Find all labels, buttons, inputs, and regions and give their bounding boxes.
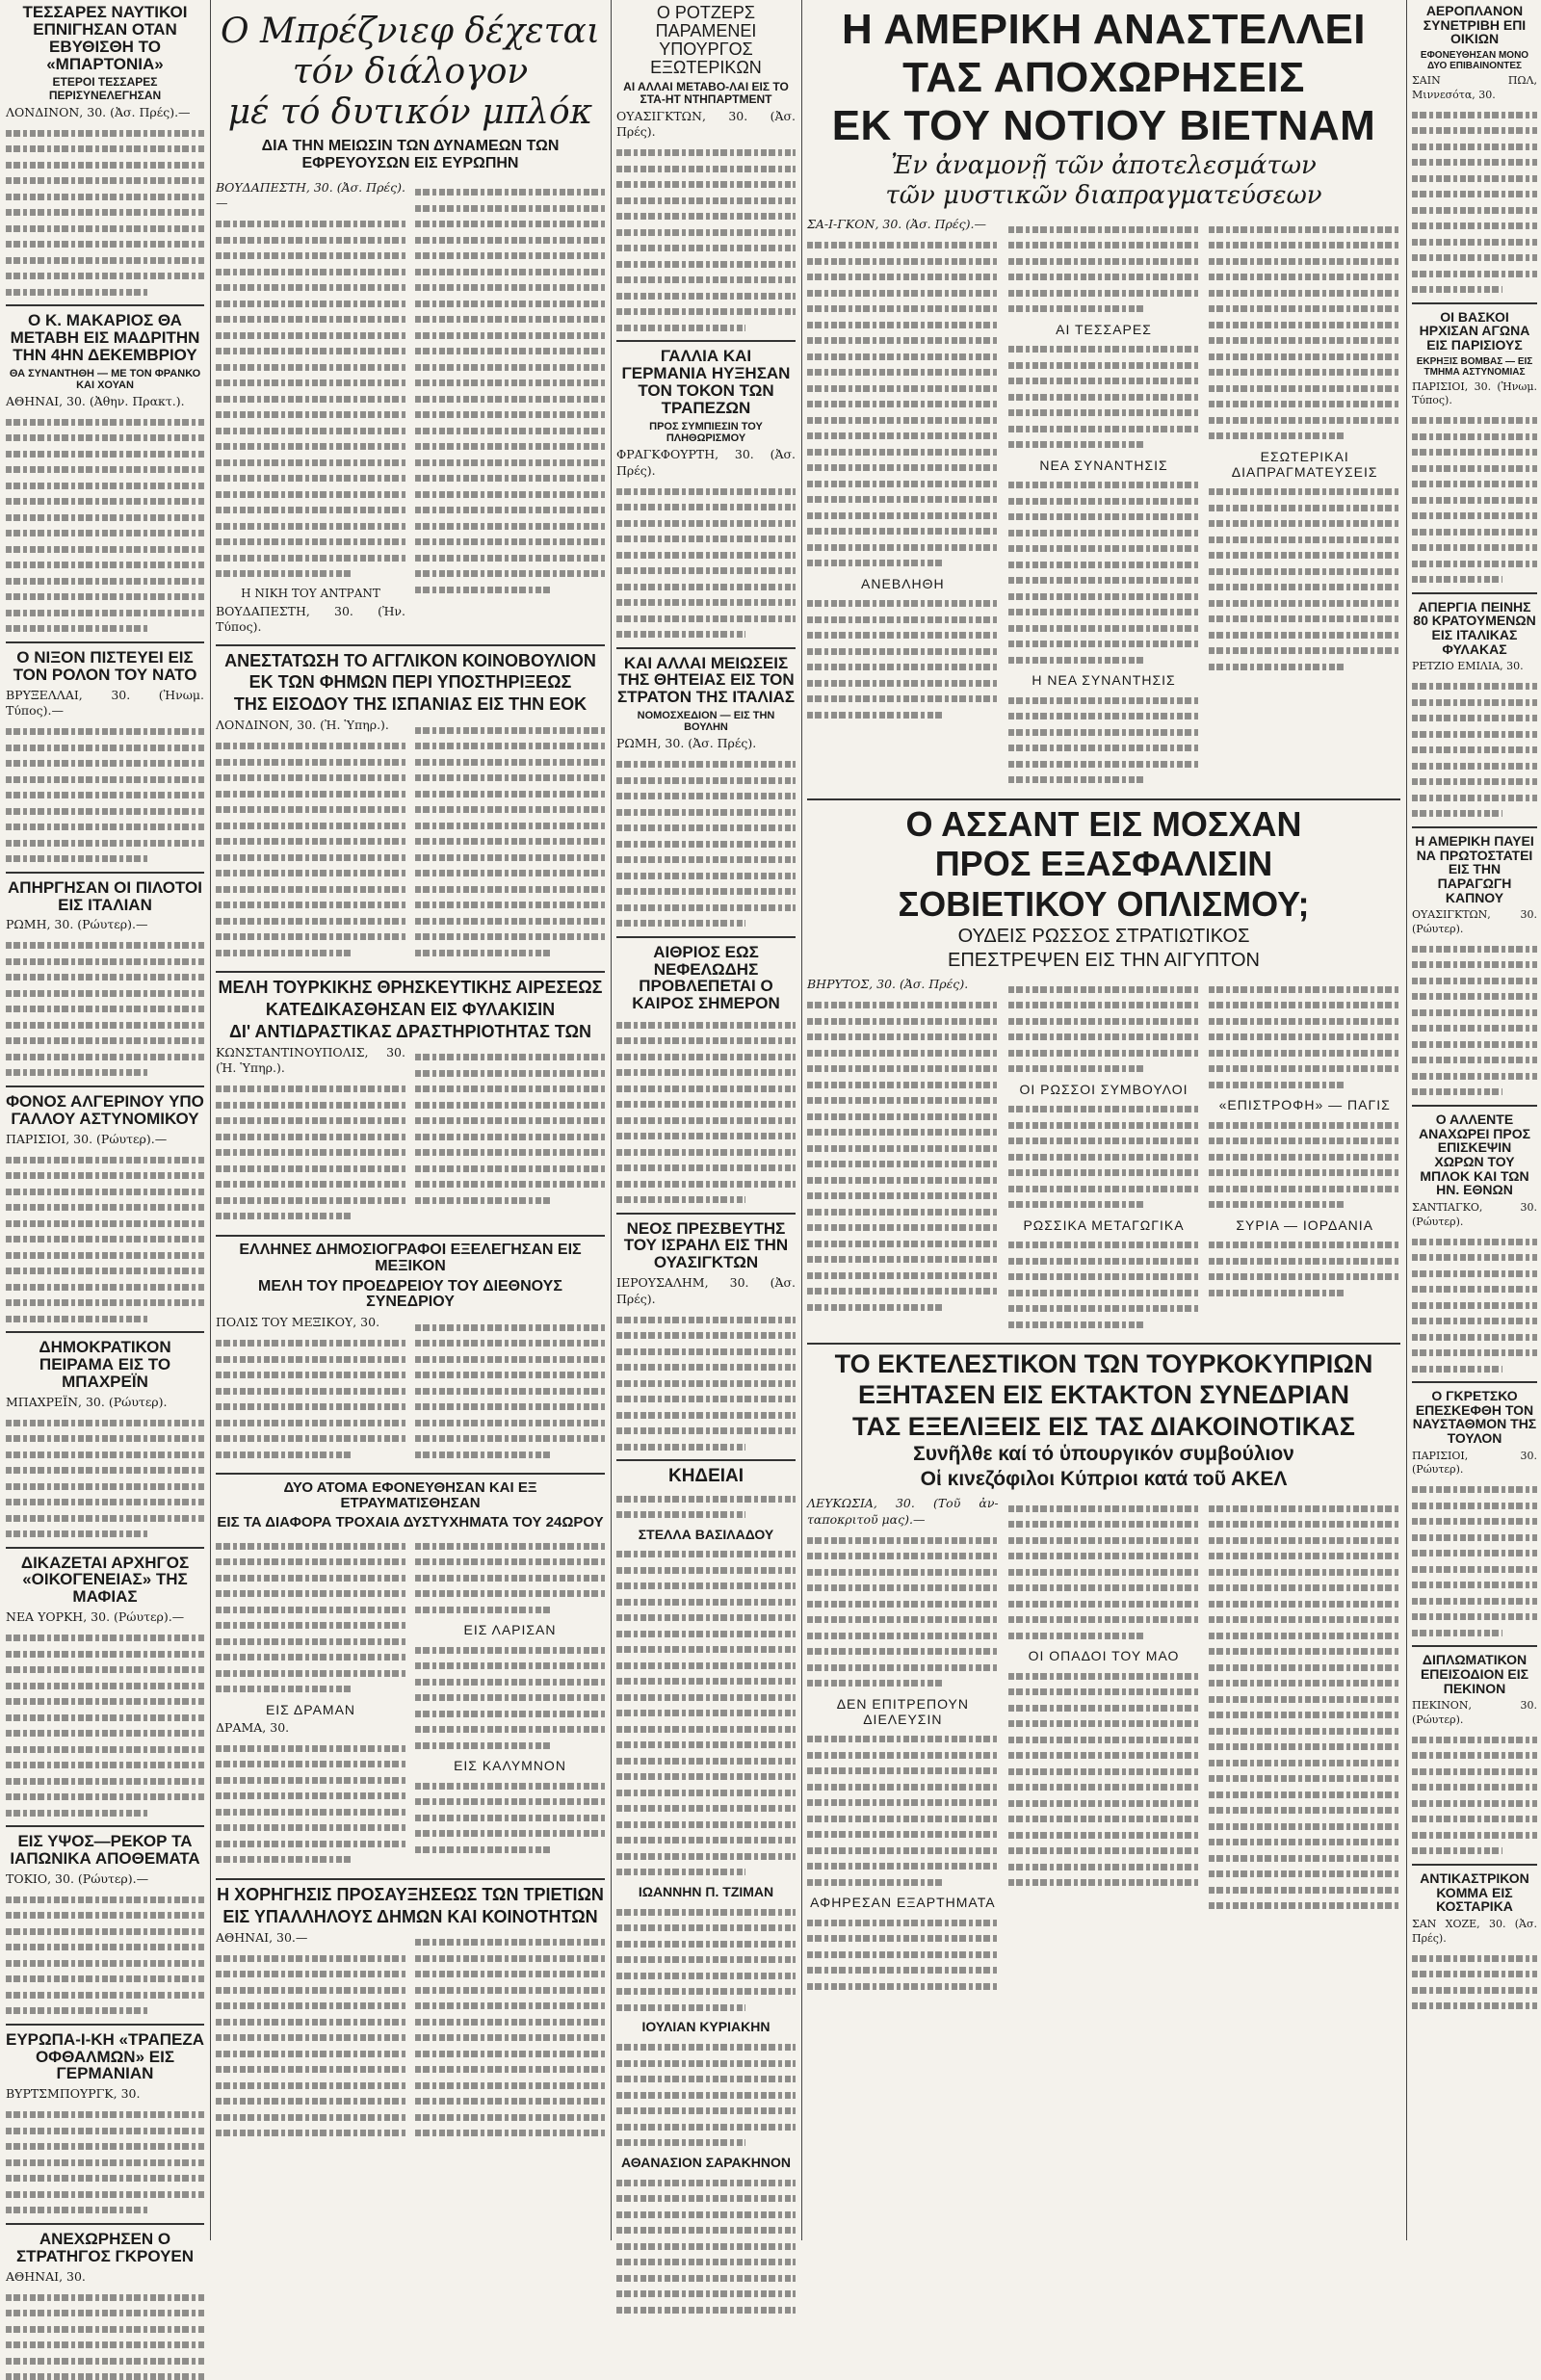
article-column [1209,1496,1400,1999]
article-column [415,1045,605,1229]
body-text [616,1317,796,1451]
article-columns [216,718,605,965]
headline-line-2: ΚΑΤΕΔΙΚΑΣΘΗΣΑΝ ΕΙΣ ΦΥΛΑΚΙΣΙΝ [216,1001,605,1019]
article-gruen [6,2231,204,2380]
divider [216,644,605,646]
divider [1412,1381,1537,1383]
article-column [1209,977,1400,1337]
article-column [415,1315,605,1467]
headline: ΑΠΕΡΓΙΑ ΠΕΙΝΗΣ 80 ΚΡΑΤΟΥΜΕΝΩΝ ΕΙΣ ΙΤΑΛΙΚΑΣ ΦΥΛΑΚΑΣ [1412,600,1537,657]
subheadline: ΔΙΑ ΤΗΝ ΜΕΙΩΣΙΝ ΤΩΝ ΔΥΝΑΜΕΩΝ ΤΩΝ ΕΦΡΕΥΟΥΣΩΝ ΕΙΣ ΕΥΡΩΠΗΝ [225,138,595,171]
article-columns [807,1496,1400,1999]
column-5 [1412,0,1537,2240]
headline: Ο Κ. ΜΑΚΑΡΙΟΣ ΘΑ ΜΕΤΑΒΗ ΕΙΣ ΜΑΔΡΙΤΗΝ ΤΗΝ 4ΗΝ ΔΕΚΕΜΒΡΙΟΥ [6,312,204,364]
section-heading: Η ΝΕΑ ΣΥΝΑΝΤΗΣΙΣ [1008,672,1200,688]
deceased-name: ΙΟΥΛΙΑΝ ΚΥΡΙΑΚΗΝ [616,2020,796,2034]
headline: Ο ΝΙΞΟΝ ΠΙΣΤΕΥΕΙ ΕΙΣ ΤΟΝ ΡΟΛΟΝ ΤΟΥ ΝΑΤΟ [6,649,204,684]
article-columns [216,1533,605,1872]
body-text [807,1920,999,1990]
article-makarios [6,312,204,632]
body-text [6,728,204,862]
subheadline-line-1: Συνῆλθε καί τό ὑπουργικόν συμβούλιον [807,1444,1400,1465]
headline: ΚΑΙ ΑΛΛΑΙ ΜΕΙΩΣΕΙΣ ΤΗΣ ΘΗΤΕΙΑΣ ΕΙΣ ΤΟΝ ΣΤΡΑΤΟΝ ΤΗΣ ΙΤΑΛΙΑΣ [616,655,796,707]
body-text [1008,1673,1200,1887]
signature: Η ΝΙΚΗ ΤΟΥ ΑΝΤΡΑΝΤ [216,587,405,600]
headline-line-3: ΤΗΣ ΕΙΣΟΔΟΥ ΤΗΣ ΙΣΠΑΝΙΑΣ ΕΙΣ ΤΗΝ ΕΟΚ [216,695,605,714]
body-text [6,130,204,296]
body-text [1008,346,1200,448]
headline-line-2: ΕΙΣ ΥΠΑΛΛΗΛΟΥΣ ΔΗΜΩΝ ΚΑΙ ΚΟΙΝΟΤΗΤΩΝ [216,1908,605,1926]
body-text [616,1909,796,2011]
article-column [415,1930,605,2146]
headline: Ο ΡΟΤΖΕΡΣ ΠΑΡΑΜΕΝΕΙ ΥΠΟΥΡΓΟΣ ΕΞΩΤΕΡΙΚΩΝ [616,4,796,77]
section-heading: ΟΙ ΡΩΣΣΟΙ ΣΥΜΒΟΥΛΟΙ [1008,1082,1200,1097]
dateline: ΒΟΥΔΑΠΕΣΤΗ, 30. (Ἀσ. Πρές).— [216,180,405,212]
dateline: ΚΩΝΣΤΑΝΤΙΝΟΥΠΟΛΙΣ, 30. (Ἠ. Ὑπηρ.). [216,1045,405,1077]
body-text [1008,482,1200,664]
article-column [216,1930,405,2146]
column-rule [611,0,612,2240]
article-traffic-accidents [216,1480,605,1872]
article-columns [807,977,1400,1337]
divider [807,1343,1400,1345]
article-italy-service [616,655,796,928]
section-heading: ΟΙ ΟΠΑΔΟΙ ΤΟΥ ΜΑΟ [1008,1648,1200,1663]
body-text [6,1635,204,1817]
divider [6,1085,204,1087]
headline: ΓΑΛΛΙΑ ΚΑΙ ΓΕΡΜΑΝΙΑ ΗΥΞΗΣΑΝ ΤΟΝ ΤΟΚΟΝ ΤΩΝ ΤΡΑΠΕΖΩΝ [616,348,796,416]
headline-line-2: ΠΡΟΣ ΕΞΑΣΦΑΛΙΣΙΝ [807,846,1400,882]
headline: ΑΕΡΟΠΛΑΝΟΝ ΣΥΝΕΤΡΙΒΗ ΕΠΙ ΟΙΚΙΩΝ [1412,4,1537,46]
subheadline-line-1: ΟΥΔΕΙΣ ΡΩΣΣΟΣ ΣΤΡΑΤΙΩΤΙΚΟΣ [807,927,1400,947]
body-text [415,1054,605,1204]
dateline: ΔΡΑΜΑ, 30. [216,1720,405,1737]
body-text [1008,1242,1200,1328]
article-eye-bank [6,2031,204,2214]
article-turkish-sect [216,979,605,1229]
column-rule [801,0,802,2240]
article-columns [216,1930,605,2146]
article-column [807,1496,999,1999]
subheadline: ΠΡΟΣ ΣΥΜΠΙΕΣΙΝ ΤΟΥ ΠΛΗΘΩΡΙΣΜΟΥ [616,421,796,444]
headline: ΔΙΚΑΖΕΤΑΙ ΑΡΧΗΓΟΣ «ΟΙΚΟΓΕΝΕΙΑΣ» ΤΗΣ ΜΑΦΙΑΣ [6,1555,204,1607]
headline: ΑΙΘΡΙΟΣ ΕΩΣ ΝΕΦΕΛΩΔΗΣ ΠΡΟΒΛΕΠΕΤΑΙ Ο ΚΑΙΡΟΣ ΣΗΜΕΡΟΝ [616,944,796,1012]
divider [6,2024,204,2026]
divider [1412,1645,1537,1647]
dateline: ΣΑΝ ΧΟΖΕ, 30. (Ἀσ. Πρές). [1412,1918,1537,1946]
article-costa-rica [1412,1871,1537,2009]
column-rule [210,0,211,2240]
article-column [807,217,999,793]
column-4 [807,0,1400,2240]
body-text [415,727,605,956]
article-column [216,1045,405,1229]
article-column [1008,977,1200,1337]
funerals-section [616,1467,796,2314]
headline: ΤΕΣΣΑΡΕΣ ΝΑΥΤΙΚΟΙ ΕΠΝΙΓΗΣΑΝ ΟΤΑΝ ΕΒΥΘΙΣΘΗ ΤΟ «ΜΠΑΡΤΟΝΙΑ» [6,4,204,72]
subheadline: ΕΚΡΗΞΙΣ ΒΟΜΒΑΣ — ΕΙΣ ΤΜΗΜΑ ΑΣΤΥΝΟΜΙΑΣ [1412,356,1537,378]
body-text [415,1939,605,2136]
article-vietnam [807,8,1400,793]
body-text [1412,683,1537,817]
article-columns [807,217,1400,793]
article-mafia [6,1555,204,1817]
dateline: ΣΑ-Ι-ΓΚΟΝ, 30. (Ἀσ. Πρές).— [807,217,999,233]
dateline: ΠΕΚΙΝΟΝ, 30. (Ρώυτερ). [1412,1699,1537,1727]
divider [6,641,204,643]
article-rogers [616,4,796,331]
dateline: ΦΡΑΓΚΦΟΥΡΤΗ, 30. (Ἀσ. Πρές). [616,447,796,479]
article-column [1008,217,1200,793]
subheadline-line-2: ΕΠΕΣΤΡΕΨΕΝ ΕΙΣ ΤΗΝ ΑΙΓΥΠΤΟΝ [807,951,1400,971]
article-columns [216,1315,605,1467]
body-text [1008,986,1200,1073]
headline-line-1: ΜΕΛΗ ΤΟΥΡΚΙΚΗΣ ΘΡΗΣΚΕΥΤΙΚΗΣ ΑΙΡΕΣΕΩΣ [216,979,605,997]
headline-line-2: ΕΞΗΤΑΣΕΝ ΕΙΣ ΕΚΤΑΚΤΟΝ ΣΥΝΕΔΡΙΑΝ [807,1381,1400,1408]
section-heading: ΡΩΣΣΙΚΑ ΜΕΤΑΓΩΓΙΚΑ [1008,1217,1200,1233]
subheadline-line-2: Οἱ κινεζόφιλοι Κύπριοι κατά τοῦ ΑΚΕΛ [807,1469,1400,1490]
dateline: ΑΘΗΝΑΙ, 30. [6,2269,204,2286]
divider [216,1473,605,1475]
dateline: ΟΥΑΣΙΓΚΤΩΝ, 30. (Ρώυτερ). [1412,908,1537,936]
headline-line-3: ΤΑΣ ΕΞΕΛΙΞΕΙΣ ΕΙΣ ΤΑΣ ΔΙΑΚΟΙΝΟΤΙΚΑΣ [807,1413,1400,1440]
body-text [6,1896,204,2015]
column-2 [216,0,605,2240]
headline-line-3: ΔΙ' ΑΝΤΙΔΡΑΣΤΙΚΑΣ ΔΡΑΣΤΗΡΙΟΤΗΤΑΣ ΤΩΝ [216,1023,605,1041]
article-interest-rates [616,348,796,638]
headline: ΕΥΡΩΠΑ-Ι-ΚΗ «ΤΡΑΠΕΖΑ ΟΦΘΑΛΜΩΝ» ΕΙΣ ΓΕΡΜΑΝΙΑΝ [6,2031,204,2083]
dateline: ΠΑΡΙΣΙΟΙ, 30. (Ἠνωμ. Τύπος). [1412,380,1537,408]
headline: Ο ΓΚΡΕΤΣΚΟ ΕΠΕΣΚΕΦΘΗ ΤΟΝ ΝΑΥΣΤΑΘΜΟΝ ΤΗΣ ΤΟΥΛΟΝ [1412,1389,1537,1446]
article-weather [616,944,796,1203]
body-text [616,488,796,639]
body-text [1209,986,1400,1088]
divider [1412,1105,1537,1107]
divider [1412,302,1537,304]
body-text [216,1340,405,1458]
dateline: ΜΠΑΧΡΕΪΝ, 30. (Ρώυτερ). [6,1395,204,1411]
section-heading: ΣΥΡΙΑ — ΙΟΡΔΑΝΙΑ [1209,1217,1400,1233]
body-text [6,2294,204,2380]
headline: ΝΕΟΣ ΠΡΕΣΒΕΥΤΗΣ ΤΟΥ ΙΣΡΑΗΛ ΕΙΣ ΤΗΝ ΟΥΑΣΙΓΚΤΩΝ [616,1220,796,1272]
divider [616,1213,796,1215]
article-column [415,718,605,965]
section-heading: ΔΕΝ ΕΠΙΤΡΕΠΟΥΝ ΔΙΕΛΕΥΣΙΝ [807,1696,999,1727]
body-text [1209,1505,1400,1910]
dateline: ΒΟΥΔΑΠΕΣΤΗ, 30. (Ἠν. Τύπος). [216,604,405,636]
headline-line-1: Η ΧΟΡΗΓΗΣΙΣ ΠΡΟΣΑΥΞΗΣΕΩΣ ΤΩΝ ΤΡΙΕΤΙΩΝ [216,1886,605,1904]
headline-line-1: ΔΥΟ ΑΤΟΜΑ ΕΦΟΝΕΥΘΗΣΑΝ ΚΑΙ ΕΞ ΕΤΡΑΥΜΑΤΙΣΘΗΣΑΝ [216,1480,605,1511]
body-text [415,1783,605,1853]
body-text [1008,226,1200,313]
body-text [6,419,204,633]
body-text [216,743,405,956]
headline-line-1: ΕΛΛΗΝΕΣ ΔΗΜΟΣΙΟΓΡΑΦΟΙ ΕΞΕΛΕΓΗΣΑΝ ΕΙΣ ΜΕΞΙΚΟΝ [216,1242,605,1275]
headline-line-2: ΤΑΣ ΑΠΟΧΩΡΗΣΕΙΣ [807,56,1400,100]
dateline: ΑΘΗΝΑΙ, 30. (Ἀθην. Πρακτ.). [6,394,204,410]
column-3 [616,0,796,2240]
article-tobacco [1412,834,1537,1095]
body-text [6,1157,204,1322]
article-column [1008,1496,1200,1999]
dateline: ΙΕΡΟΥΣΑΛΗΜ, 30. (Ἀσ. Πρές). [616,1275,796,1307]
deceased-name: ΣΤΕΛΛΑ ΒΑΣΙΛΑΔΟΥ [616,1528,796,1542]
dateline: ΡΕΤΖΙΟ ΕΜΙΛΙΑ, 30. [1412,660,1537,674]
body-text [807,242,999,566]
divider [1412,1864,1537,1866]
headline: ΑΠΗΡΓΗΣΑΝ ΟΙ ΠΙΛΟΤΟΙ ΕΙΣ ΙΤΑΛΙΑΝ [6,879,204,914]
body-text [1412,946,1537,1096]
subheadline: ΕΦΟΝΕΥΘΗΣΑΝ ΜΟΝΟ ΔΥΟ ΕΠΙΒΑΙΝΟΝΤΕΣ [1412,50,1537,71]
divider [6,304,204,306]
body-text [6,942,204,1076]
body-text [1412,1737,1537,1855]
article-column [216,1315,405,1467]
headline-line-2: ΕΚ ΤΩΝ ΦΗΜΩΝ ΠΕΡΙ ΥΠΟΣΤΗΡΙΞΕΩΣ [216,673,605,692]
headline: ΦΟΝΟΣ ΑΛΓΕΡΙΝΟΥ ΥΠΟ ΓΑΛΛΟΥ ΑΣΤΥΝΟΜΙΚΟΥ [6,1093,204,1128]
body-text [616,1551,796,1875]
body-text [807,600,999,719]
headline-line-3: ΕΚ ΤΟΥ ΝΟΤΙΟΥ ΒΙΕΤΝΑΜ [807,104,1400,148]
body-text [807,1736,999,1886]
deceased-name: ΑΘΑΝΑΣΙΟΝ ΣΑΡΑΚΗΝΟΝ [616,2156,796,2170]
article-brezhnev [216,13,605,639]
section-heading: ΕΣΩΤΕΡΙΚΑΙ ΔΙΑΠΡΑΓΜΑΤΕΥΣΕΙΣ [1209,449,1400,480]
headline-line-1: ΤΟ ΕΚΤΕΛΕΣΤΙΚΟΝ ΤΩΝ ΤΟΥΡΚΟΚΥΠΡΙΩΝ [807,1350,1400,1377]
dateline: ΛΕΥΚΩΣΙΑ, 30. (Τοῦ ἀν-ταποκριτοῦ μας).— [807,1496,999,1528]
body-text [807,1537,999,1687]
dateline: ΠΑΡΙΣΙΟΙ, 30. (Ρώυτερ). [1412,1450,1537,1478]
dateline: ΒΥΡΤΣΜΠΟΥΡΓΚ, 30. [6,2086,204,2103]
divider [616,936,796,938]
subheadline: ΑΙ ΑΛΛΑΙ ΜΕΤΑΒΟ-ΛΑΙ ΕΙΣ ΤΟ ΣΤΑ-ΗΤ ΝΤΗΠΑΡΤΜΕΝΤ [616,81,796,106]
article-uk-parliament [216,652,605,966]
headline: ΟΙ ΒΑΣΚΟΙ ΗΡΧΙΣΑΝ ΑΓΩΝΑ ΕΙΣ ΠΑΡΙΣΙΟΥΣ [1412,310,1537,353]
section-title: ΚΗΔΕΙΑΙ [616,1467,796,1486]
headline: Ο ΑΛΛΕΝΤΕ ΑΝΑΧΩΡΕΙ ΠΡΟΣ ΕΠΙΣΚΕΨΙΝ ΧΩΡΩΝ ΤΟΥ ΜΠΛΟΚ ΚΑΙ ΤΩΝ ΗΝ. ΕΘΝΩΝ [1412,1112,1537,1197]
divider [1412,592,1537,594]
section-heading: ΝΕΑ ΣΥΝΑΝΤΗΣΙΣ [1008,458,1200,473]
article-column [216,1533,405,1872]
body-text [216,1745,405,1864]
headline-line-2: ΕΙΣ ΤΑ ΔΙΑΦΟΡΑ ΤΡΟΧΑΙΑ ΔΥΣΤΥΧΗΜΑΤΑ ΤΟΥ 24ΩΡΟΥ [216,1515,605,1530]
article-column [1209,217,1400,793]
headline-line-2: ΜΕΛΗ ΤΟΥ ΠΡΟΕΔΡΕΙΟΥ ΤΟΥ ΔΙΕΘΝΟΥΣ ΣΥΝΕΔΡΙΟΥ [216,1279,605,1312]
dateline: ΡΩΜΗ, 30. (Ἀσ. Πρές). [616,736,796,752]
body-text [616,1022,796,1204]
subheadline-line-1: Ἐν ἀναμονῇ τῶν ἀποτελεσμάτων [807,153,1400,179]
column-1 [6,0,204,2240]
body-text [1008,1106,1200,1208]
divider [6,1331,204,1333]
headline-line-3: ΣΟΒΙΕΤΙΚΟΥ ΟΠΛΙΣΜΟΥ; [807,886,1400,923]
article-japan-reserves [6,1833,204,2014]
headline-line-2: τόν διάλογον [216,54,605,91]
article-column [807,977,999,1337]
divider [6,872,204,874]
body-text [216,1955,405,2137]
body-text [1209,1242,1400,1296]
dateline: ΣΑΙΝ ΠΩΛ, Μιννεσότα, 30. [1412,74,1537,102]
article-nixon-nato [6,649,204,862]
headline-line-1: ΑΝΕΣΤΑΤΩΣΗ ΤΟ ΑΓΓΛΙΚΟΝ ΚΟΙΝΟΒΟΥΛΙΟΝ [216,652,605,670]
headline: ΔΙΠΛΩΜΑΤΙΚΟΝ ΕΠΕΙΣΟΔΙΟΝ ΕΙΣ ΠΕΚΙΝΟΝ [1412,1653,1537,1695]
article-columns [216,180,605,639]
body-text [807,1002,999,1311]
article-journalists-mexico [216,1242,605,1467]
divider [616,1459,796,1461]
deceased-name: ΙΩΑΝΝΗΝ Π. ΤΖΙΜΑΝ [616,1885,796,1899]
divider [1412,826,1537,828]
body-text [415,1543,605,1613]
article-pilots [6,879,204,1077]
headline: ΑΝΤΙΚΑΣΤΡΙΚΟΝ ΚΟΜΜΑ ΕΙΣ ΚΟΣΤΑΡΙΚΑ [1412,1871,1537,1914]
dateline: ΒΡΥΞΕΛΛΑΙ, 30. (Ἠνωμ. Τύπος).— [6,688,204,719]
dateline: ΛΟΝΔΙΝΟΝ, 30. (Ἠ. Ὑπηρ.). [216,718,405,734]
body-text [216,221,405,577]
article-bahrain [6,1339,204,1537]
section-heading: ΑΙ ΤΕΣΣΑΡΕΣ [1008,322,1200,337]
article-assad [807,806,1400,1337]
article-plane-crash [1412,4,1537,293]
section-heading: ΕΙΣ ΛΑΡΙΣΑΝ [415,1622,605,1637]
article-nautikoi [6,4,204,296]
subheadline-line-2: τῶν μυστικῶν διαπραγματεύσεων [807,183,1400,209]
divider [616,647,796,649]
divider [807,798,1400,800]
headline-line-3: μέ τό δυτικόν μπλόκ [216,94,605,131]
headline-line-1: Ο Μπρέζνιεφ δέχεται [216,13,605,50]
dateline: ΛΟΝΔΙΝΟΝ, 30. (Ἀσ. Πρές).— [6,105,204,121]
body-text [6,1420,204,1538]
section-heading: ΑΦΗΡΕΣΑΝ ΕΞΑΡΤΗΜΑΤΑ [807,1895,999,1910]
dateline: ΑΘΗΝΑΙ, 30.— [216,1930,405,1947]
divider [216,1878,605,1880]
article-column [216,180,405,639]
body-text [1008,697,1200,784]
article-algerian [6,1093,204,1322]
body-text [1209,1122,1400,1209]
section-heading: «ΕΠΙΣΤΡΟΦΗ» — ΠΑΓΙΣ [1209,1097,1400,1112]
body-text [1209,226,1400,440]
headline: Η ΑΜΕΡΙΚΗ ΠΑΥΕΙ ΝΑ ΠΡΩΤΟΣΤΑΤΕΙ ΕΙΣ ΤΗΝ ΠΑΡΑΓΩΓΗ ΚΑΠΝΟΥ [1412,834,1537,904]
headline-line-1: Ο ΑΣΣΑΝΤ ΕΙΣ ΜΟΣΧΑΝ [807,806,1400,843]
article-turkish-cypriots [807,1350,1400,1999]
headline-line-1: Η ΑΜΕΡΙΚΗ ΑΝΑΣΤΕΛΛΕΙ [807,8,1400,52]
article-grechko [1412,1389,1537,1636]
body-text [1412,1955,1537,2010]
headline: ΕΙΣ ΥΨΟΣ—ΡΕΚΟΡ ΤΑ ΙΑΠΩΝΙΚΑ ΑΠΟΘΕΜΑΤΑ [6,1833,204,1868]
divider [216,971,605,973]
article-hunger-strike [1412,600,1537,818]
body-text [415,189,605,593]
body-text [616,2044,796,2146]
subheadline: ΝΟΜΟΣΧΕΔΙΟΝ — ΕΙΣ ΤΗΝ ΒΟΥΛΗΝ [616,710,796,733]
body-text [1412,112,1537,294]
body-text [1412,1486,1537,1636]
body-text [616,1496,796,1519]
body-text [616,761,796,927]
divider [6,1825,204,1827]
body-text [1412,1239,1537,1373]
article-peking-incident [1412,1653,1537,1854]
divider [6,2223,204,2225]
dateline: ΤΟΚΙΟ, 30. (Ρώυτερ).— [6,1871,204,1888]
section-heading: ΕΙΣ ΔΡΑΜΑΝ [216,1702,405,1717]
dateline: ΠΑΡΙΣΙΟΙ, 30. (Ρώυτερ).— [6,1132,204,1148]
subheadline: ΕΤΕΡΟΙ ΤΕΣΣΑΡΕΣ ΠΕΡΙΣΥΝΕΛΕΓΗΣΑΝ [6,76,204,101]
divider [616,340,796,342]
article-israel-ambassador [616,1220,796,1451]
article-column [216,718,405,965]
column-rule [1406,0,1407,2240]
headline: ΑΝΕΧΩΡΗΣΕΝ Ο ΣΤΡΑΤΗΓΟΣ ΓΚΡΟΥΕΝ [6,2231,204,2265]
body-text [415,1647,605,1749]
dateline: ΟΥΑΣΙΓΚΤΩΝ, 30. (Ἀσ. Πρές). [616,109,796,141]
divider [216,1235,605,1237]
body-text [616,2180,796,2314]
article-column [415,180,605,639]
body-text [415,1324,605,1458]
divider [6,1547,204,1549]
article-allende [1412,1112,1537,1373]
body-text [216,1085,405,1219]
dateline: ΡΩΜΗ, 30. (Ρώυτερ).— [6,917,204,933]
section-heading: ΑΝΕΒΛΗΘΗ [807,576,999,591]
body-text [1008,1505,1200,1639]
dateline: ΣΑΝΤΙΑΓΚΟ, 30. (Ρώυτερ). [1412,1201,1537,1229]
article-columns [216,1045,605,1229]
subheadline: ΘΑ ΣΥΝΑΝΤΗΘΗ — ΜΕ ΤΟΝ ΦΡΑΝΚΟ ΚΑΙ ΧΟΥΑΝ [6,368,204,391]
section-heading: ΕΙΣ ΚΑΛΥΜΝΟΝ [415,1758,605,1773]
dateline: ΒΗΡΥΤΟΣ, 30. (Ἀσ. Πρές). [807,977,999,993]
article-salary-increase [216,1886,605,2146]
dateline: ΠΟΛΙΣ ΤΟΥ ΜΕΞΙΚΟΥ, 30. [216,1315,405,1331]
article-basques [1412,310,1537,584]
body-text [1209,488,1400,670]
body-text [6,2111,204,2213]
body-text [1412,417,1537,583]
article-column [415,1533,605,1872]
body-text [616,149,796,331]
body-text [216,1543,405,1693]
headline: ΔΗΜΟΚΡΑΤΙΚΟΝ ΠΕΙΡΑΜΑ ΕΙΣ ΤΟ ΜΠΑΧΡΕΪΝ [6,1339,204,1391]
dateline: ΝΕΑ ΥΟΡΚΗ, 30. (Ρώυτερ).— [6,1609,204,1626]
